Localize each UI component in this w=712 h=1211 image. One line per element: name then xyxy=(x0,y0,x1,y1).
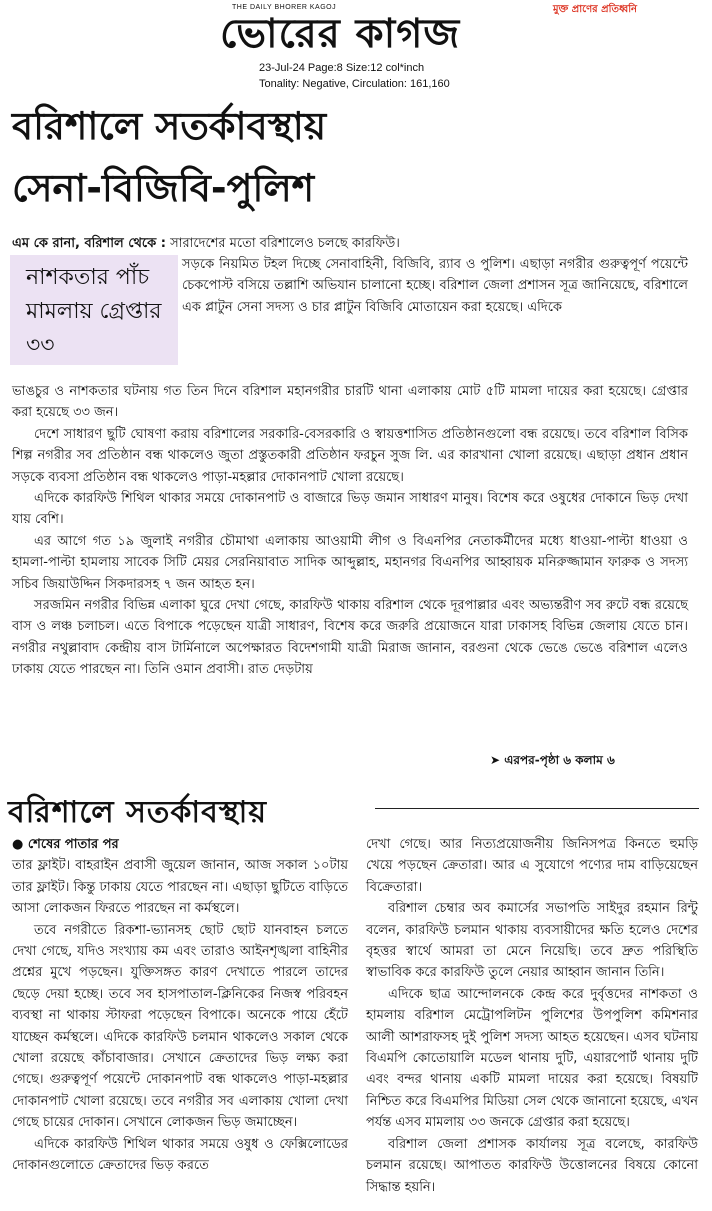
byline: এম কে রানা, বরিশাল থেকে : xyxy=(12,236,166,251)
paragraph: সরজমিন নগরীর বিভিন্ন এলাকা ঘুরে দেখা গেছে, কারফিউ থাকায় বরিশাল থেকে দূরপাল্লার এবং অভ্যন্তরীণ সব রুটে বন্ধ রয়েছে বাস ও লঞ্চ চলাচল। এতে বিপাকে পড়েছেন যাত্রী সাধারণ, বিশেষ করে জরুরি প্রয়োজনে যারা ঢাকাসহ বিভিন্ন জেলায় যেতে চান। নগরীর নথুল্লাবাদ কেন্দ্রীয় বাস টার্মিনালে অপেক্ষারত বিদেশগামী যাত্রী মিরাজ জানান, বরগুনা থেকে ভেঙে ভেঙে বরিশাল এলেও ঢাকায় যেতে পারছেন না। তিনি ওমান প্রবাসী। রাত দেড়টায় xyxy=(12,598,688,678)
subhead-box xyxy=(10,255,178,365)
continued-label: শেষের পাতার পর xyxy=(27,837,119,852)
continued-label-row xyxy=(12,834,348,855)
paragraph: এর আগে গত ১৯ জুলাই নগরীর চৌমাথা এলাকায় আওয়ামী লীগ ও বিএনপির নেতাকর্মীদের মধ্যে ধাওয়া-পাল্টা ধাওয়া ও হামলা-পাল্টা হামলায় সাবেক সিটি মেয়র সেরনিয়াবাত সাদিক আব্দুল্লাহ, মহানগর বিএনপির আহ্বায়ক মনিরুজ্জামান ফারুক ও সদস্য সচিব জিয়াউদ্দিন সিকদারসহ ৭ জন আহত হন। xyxy=(12,533,688,592)
article1-headline xyxy=(12,100,326,214)
article2-headline: বরিশালে সতর্কাবস্থায় xyxy=(8,795,268,830)
masthead-logo: ভোরের কাগজ xyxy=(220,11,461,57)
paragraph: দেশে সাধারণ ছুটি ঘোষণা করায় বরিশালের সরকারি-বেসরকারি ও স্বায়ত্তশাসিত প্রতিষ্ঠানগুলো বন্ধ রয়েছে। তবে বরিশাল বিসিক শিল্প নগরীর সব প্রতিষ্ঠান বন্ধ থাকলেও জুতা প্রস্তুতকারী প্রতিষ্ঠান ফরচুন সুজ লি. এর কারখানা খোলা রয়েছে। এছাড়া প্রধান প্রধান সড়কে ব্যবসা প্রতিষ্ঠান বন্ধ থাকলেও পাড়া-মহল্লার দোকানপাট খোলা রয়েছে। xyxy=(12,426,688,485)
paragraph: এদিকে ছাত্র আন্দোলনকে কেন্দ্র করে দুর্বৃত্তদের নাশকতা ও হামলায় বরিশাল মেট্রোপলিটন পুলিশের উপপুলিশ কমিশনার আলী আশরাফসহ দুই পুলিশ সদস্য আহত হয়েছেন। এসব ঘটনায় বিএমপি কোতোয়ালি মডেল থানায় দুটি, এয়ারপোর্ট থানায় দুটি এবং বন্দর থানায় একটি মামলা দায়ের করা হয়েছে। বিষয়টি নিশ্চিত করে বিএমপির মিডিয়া সেল থেকে জানানো হয়েছে, এখন পর্যন্ত এসব মামলায় ৩৩ জনকে গ্রেপ্তার করা হয়েছে। xyxy=(366,986,698,1131)
lead-text: সারাদেশের মতো বরিশালেও চলছে কারফিউ। xyxy=(170,236,400,251)
masthead-tagline: মুক্ত প্রাণের প্রতিধ্বনি xyxy=(553,4,638,15)
subhead-text: নাশকতার পাঁচ মামলায় গ্রেপ্তার ৩৩ xyxy=(26,265,162,358)
article1-side-column: সড়কে নিয়মিত টহল দিচ্ছে সেনাবাহিনী, বিজিবি, র‍্যাব ও পুলিশ। এছাড়া নগরীর গুরুত্বপূর্ণ পয়েন্টে চেকপোস্ট বসিয়ে তল্লাশি অভিযান চালানো হচ্ছে। বরিশাল জেলা প্রশাসন সূত্র জানিয়েছে, বরিশালে এক প্লাটুন সেনা সদস্য ও চার প্লাটুন বিজিবি মোতায়েন করা হয়েছে। এদিকে xyxy=(182,257,688,315)
paragraph: বরিশাল জেলা প্রশাসক কার্যালয় সূত্র বলেছে, কারফিউ চলমান রয়েছে। আপাতত কারফিউ উত্তোলনের বিষয়ে কোনো সিদ্ধান্ত হয়নি। xyxy=(366,1136,698,1195)
clip-meta-line1: 23-Jul-24 Page:8 Size:12 col*inch xyxy=(259,62,425,74)
paragraph: তার ফ্লাইট। বাহরাইন প্রবাসী জুয়েল জানান, আজ সকাল ১০টায় তার ফ্লাইট। কিন্তু ঢাকায় যেতে পারছেন না। এছাড়া ছুটিতে বাড়িতে আসা লোকজন ফিরতে পারছেন না কর্মস্থলে। xyxy=(12,858,348,917)
continue-note: ➤ এরপর-পৃষ্ঠা ৬ কলাম ৬ xyxy=(490,753,615,767)
article2-right-column xyxy=(366,834,698,1198)
paragraph: ভাঙচুর ও নাশকতার ঘটনায় গত তিন দিনে বরিশাল মহানগরীর চারটি থানা এলাকায় মোট ৫টি মামলা দায়ের করা হয়েছে। গ্রেপ্তার করা হয়েছে ৩৩ জন। xyxy=(12,384,688,421)
paragraph: তবে নগরীতে রিকশা-ভ্যানসহ ছোট ছোট যানবাহন চলতে দেখা গেছে, যদিও সংখ্যায় কম এবং তারাও আইনশৃঙ্খলা বাহিনীর প্রশ্নের মুখে পড়ছেন। যুক্তিসঙ্গত কারণ দেখাতে পারলে তাদের ছেড়ে দেয়া হচ্ছে। তবে সব হাসপাতাল-ক্লিনিকের নিজস্ব পরিবহন ব্যবস্থা না থাকায় স্টাফরা পড়েছেন বিপাকে। অনেকে পায়ে হেঁটে যাচ্ছেন কর্মস্থলে। এদিকে কারফিউ চলমান থাকলেও সকাল থেকে খোলা রয়েছে কাঁচাবাজার। সেখানে ক্রেতাদের ভিড় লক্ষ্য করা গেছে। গুরুত্বপূর্ণ পয়েন্টে দোকানপাট বন্ধ থাকলেও পাড়া-মহল্লার দোকানপাট খোলা রয়েছে। তবে নগরীর সব এলাকায় খোলা দেখা গেছে চায়ের দোকান। সেখানে লোকজন ভিড় জমাচ্ছেন। xyxy=(12,922,348,1131)
headline-line1: বরিশালে সতর্কাবস্থায় xyxy=(12,104,327,148)
paragraph: দেখা গেছে। আর নিত্যপ্রয়োজনীয় জিনিসপত্র কিনতে হুমড়ি খেয়ে পড়ছেন ক্রেতারা। আর এ সুযোগে পণ্যের দাম বাড়িয়েছেন বিক্রেতারা। xyxy=(366,837,698,895)
masthead-english: THE DAILY BHORER KAGOJ xyxy=(232,4,337,11)
paragraph: এদিকে কারফিউ শিথিল থাকার সময়ে দোকানপাট ও বাজারে ভিড় জমান সাধারণ মানুষ। বিশেষ করে ওষুধের দোকানে ভিড় দেখা যায় বেশি। xyxy=(12,491,688,528)
paragraph: এদিকে কারফিউ শিথিল থাকার সময়ে ওষুধ ও ফেক্সিলোডের দোকানগুলোতে ক্রেতাদের ভিড় করতে xyxy=(12,1136,348,1174)
separator-line xyxy=(375,808,699,809)
bullet-icon: ● xyxy=(12,837,28,852)
article1-body xyxy=(12,381,688,681)
article1-lead xyxy=(12,233,688,254)
clip-meta-line2: Tonality: Negative, Circulation: 161,160 xyxy=(259,78,450,90)
paragraph: বরিশাল চেম্বার অব কমার্সের সভাপতি সাইদুর রহমান রিন্টু বলেন, কারফিউ চলমান থাকায় ব্যবসায়ীদের ক্ষতি হলেও দেশের বৃহত্তর স্বার্থে আমরা তা মেনে নিয়েছি। তবে দ্রুত পরিস্থিতি স্বাভাবিক করে কারফিউ তুলে নেয়ার আহ্বান জানান তিনি। xyxy=(366,901,698,981)
headline-line2: সেনা-বিজিবি-পুলিশ xyxy=(12,166,315,210)
article2-left-column xyxy=(12,834,348,1177)
